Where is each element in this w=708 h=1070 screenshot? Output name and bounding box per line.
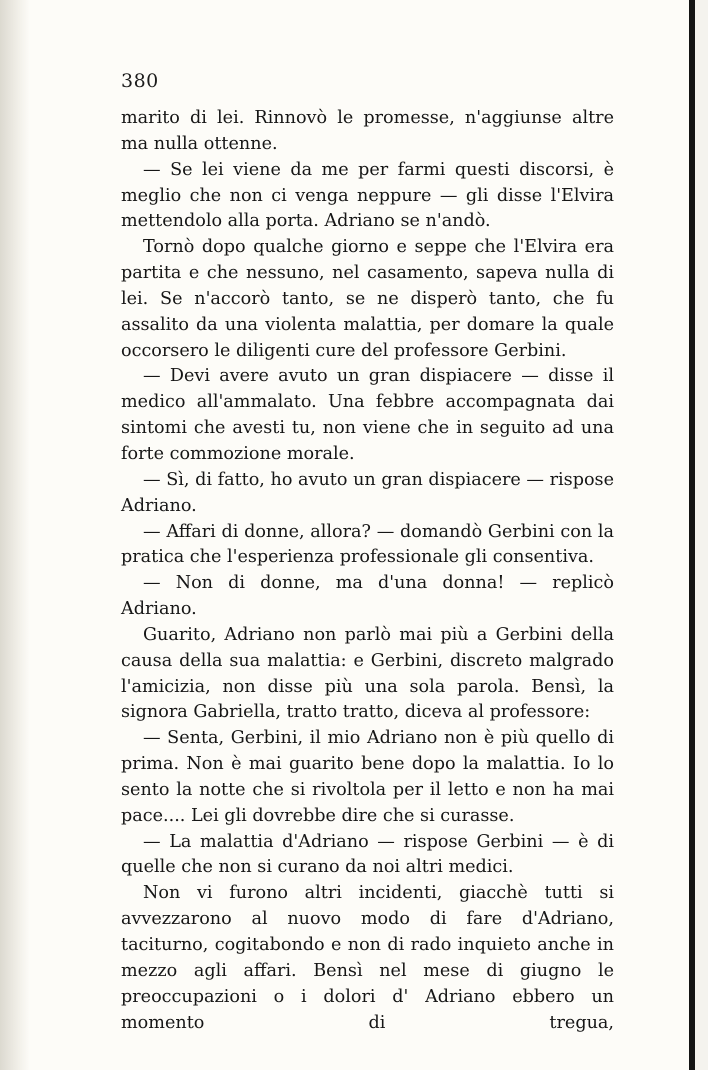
page-number: 380: [121, 70, 159, 92]
paragraph-1: marito di lei. Rinnovò le promesse, n'aggiunse altre ma nulla ottenne.: [121, 108, 614, 154]
body-text: [121, 106, 614, 1036]
paragraph-3: Tornò dopo qualche giorno e seppe che l'Elvira era partita e che nessuno, nel casamento, sapeva nulla di lei. Se n'accorò tanto, se ne disperò tanto, che fu assalito da una violenta malattia, per domare la quale occorsero le diligenti cure del professore Gerbini.: [121, 237, 614, 361]
paragraph-8: Guarito, Adriano non parlò mai più a Gerbini della causa della sua malattia: e Gerbini, discreto malgrado l'amicizia, non disse più una sola parola. Bensì, la signora Gabriella, tratto tratto, diceva al professore:: [121, 624, 614, 723]
paragraph-11: Non vi furono altri incidenti, giacchè tutti si avvezzarono al nuovo modo di fare d'Adriano, taciturno, cogitabondo e non di rado inquieto anche in mezzo agli affari. Bensì nel mese di giugno le preoccupazioni o i dolori d' Adriano ebbero un momento di tregua,: [121, 883, 614, 1033]
paragraph-7: — Non di donne, ma d'una donna! — replicò Adriano.: [121, 573, 614, 620]
paragraph-9: — Senta, Gerbini, il mio Adriano non è più quello di prima. Non è mai guarito bene dopo la malattia. Io lo sento la notte che si rivoltola per il letto e non ha mai pace.... Lei gli dovrebbe dire che si curasse.: [121, 728, 614, 826]
paragraph-2: — Se lei viene da me per farmi questi discorsi, è meglio che non ci venga neppure — gli disse l'Elvira mettendolo alla porta. Adriano se n'andò.: [121, 159, 614, 232]
paragraph-4: — Devi avere avuto un gran dispiacere — disse il medico all'ammalato. Una febbre accompagnata dai sintomi che avesti tu, non viene che in seguito ad una forte commozione morale.: [121, 366, 614, 464]
paragraph-5: — Sì, di fatto, ho avuto un gran dispiacere — rispose Adriano.: [121, 469, 614, 516]
paragraph-6: — Affari di donne, allora? — domandò Gerbini con la pratica che l'esperienza professionale gli consentiva.: [121, 521, 614, 568]
page-spine-shadow: [0, 0, 30, 1070]
paragraph-10: — La malattia d'Adriano — rispose Gerbini — è di quelle che non si curano da noi altri medici.: [121, 831, 614, 878]
page-right-margin: [695, 0, 708, 1070]
